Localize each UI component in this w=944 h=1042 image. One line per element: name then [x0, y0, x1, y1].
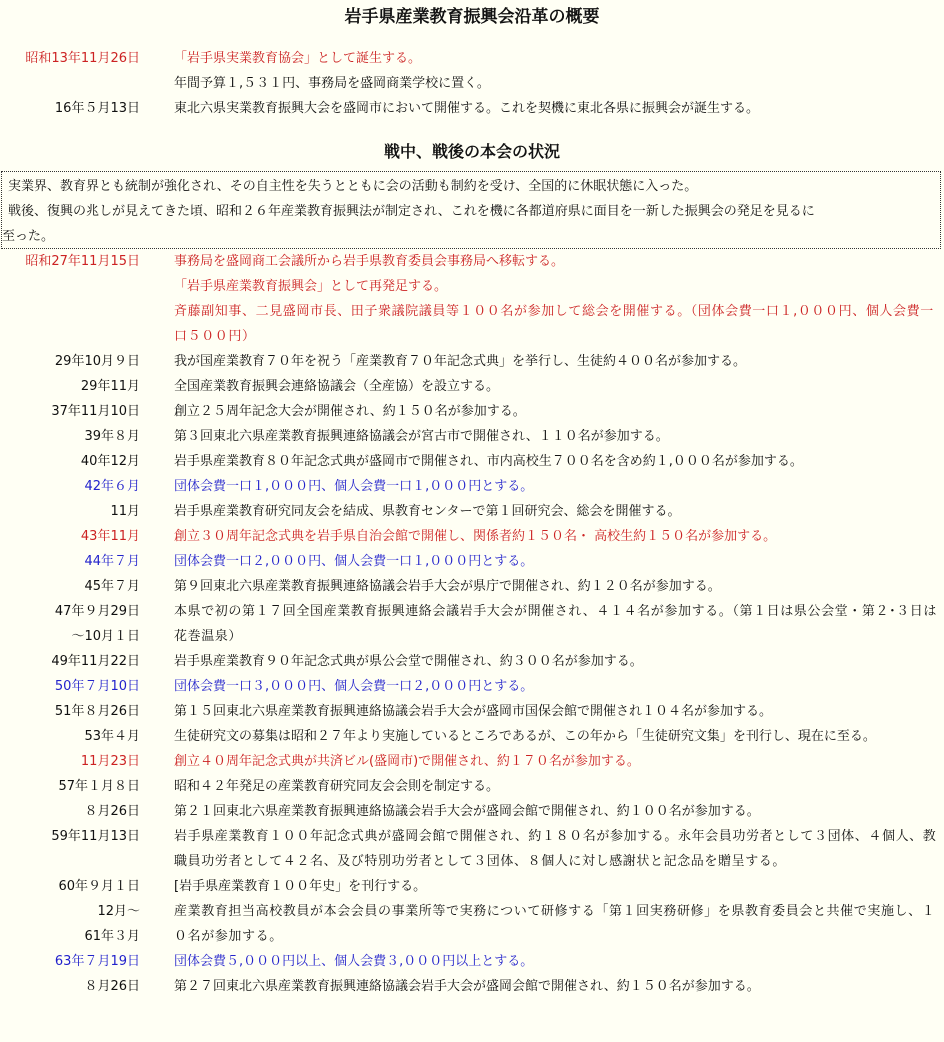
- timeline-entry: [0, 424, 944, 449]
- entry-date: 昭和13年11月26日: [25, 51, 140, 66]
- summary-line: 戦後、復興の兆しが見えてきた頃、昭和２６年産業教育振興法が制定され、これを機に各都道府県に面目を一新した振興会の発足を見るに: [8, 204, 815, 219]
- timeline-entry: [0, 449, 944, 474]
- entry-date: 16年５月13日: [54, 101, 140, 116]
- timeline-entry: [0, 874, 944, 899]
- summary-line: 至った。: [2, 229, 55, 244]
- entry-date: 29年11月: [80, 379, 140, 394]
- entry-date: [0, 274, 140, 299]
- timeline-entry: [0, 96, 944, 121]
- postwar-summary-box: [1, 171, 941, 249]
- timeline-entry: [0, 349, 944, 374]
- entry-date: 49年11月22日: [51, 654, 140, 669]
- page-title: 岩手県産業教育振興会沿革の概要: [344, 7, 600, 27]
- entry-text: 産業教育担当高校教員が本会会員の事業所等で実務について研修する「第１回実務研修」を県教育委員会と共催で実施し、１０名が参加する。: [174, 904, 936, 944]
- timeline-entry: [0, 774, 944, 799]
- entry-text: 団体会費５,０００円以上、個人会費３,０００円以上とする。: [174, 954, 534, 969]
- entry-date: 51年８月26日: [54, 704, 140, 719]
- entry-text: 第２１回東北六県産業教育振興連絡協議会岩手大会が盛岡会館で開催され、約１００名が参加する。: [174, 804, 760, 819]
- timeline-entry: [0, 674, 944, 699]
- entry-text: 創立４０周年記念式典が共済ビル(盛岡市)で開催され、約１７０名が参加する。: [174, 754, 640, 769]
- timeline-entry: [0, 549, 944, 574]
- entry-date: 37年11月10日: [51, 404, 140, 419]
- entry-date: ８月26日: [84, 804, 140, 819]
- entry-text: 我が国産業教育７０年を祝う「産業教育７０年記念式典」を挙行し、生徒約４００名が参加する。: [174, 354, 747, 369]
- entry-date: [0, 71, 140, 96]
- entry-text: 創立３０周年記念式典を岩手県自治会館で開催し、関係者約１５０名・ 高校生約１５０名が参加する。: [174, 529, 777, 544]
- entry-date: 43年11月: [80, 529, 140, 544]
- timeline-entry: [0, 899, 944, 949]
- entry-text: 生徒研究文の募集は昭和２７年より実施しているところであるが、この年から「生徒研究文集」を刊行し、現在に至る。: [174, 729, 876, 744]
- entry-text: 東北六県実業教育振興大会を盛岡市において開催する。これを契機に東北各県に振興会が誕生する。: [174, 101, 760, 116]
- entry-date: 53年４月: [84, 729, 140, 744]
- entry-date: 42年６月: [84, 479, 140, 494]
- entry-date: 50年７月10日: [54, 679, 140, 694]
- entry-date: [0, 299, 140, 349]
- entry-text: [岩手県産業教育１００年史」を刊行する。: [174, 879, 427, 894]
- entry-date: 60年９月１日: [58, 879, 140, 894]
- timeline-entry: [0, 274, 944, 299]
- postwar-timeline: [0, 249, 944, 999]
- timeline-entry: [0, 949, 944, 974]
- entry-text: 第２７回東北六県産業教育振興連絡協議会岩手大会が盛岡会館で開催され、約１５０名が参加する。: [174, 979, 760, 994]
- entry-text: 昭和４２年発足の産業教育研究同友会会則を制定する。: [174, 779, 500, 794]
- timeline-entry: [0, 749, 944, 774]
- timeline-entry: [0, 374, 944, 399]
- entry-text: 第１５回東北六県産業教育振興連絡協議会岩手大会が盛岡市国保会館で開催され１０４名が参加する。: [174, 704, 773, 719]
- timeline-entry: [0, 799, 944, 824]
- entry-text: 岩手県産業教育１００年記念式典が盛岡会館で開催され、約１８０名が参加する。永年会員功労者として３団体、４個人、教職員功労者として４２名、及び特別功労者として３団体、８個人に対し感謝状と記念品を贈呈する。: [174, 829, 937, 869]
- entry-text: 斉藤副知事、二見盛岡市長、田子衆議院議員等１００名が参加して総会を開催する。（団体会費一口１,０００円、個人会費一口５００円）: [174, 304, 934, 344]
- entry-date: 63年７月19日: [54, 954, 140, 969]
- timeline-entry: [0, 249, 944, 274]
- timeline-entry: [0, 299, 944, 349]
- entry-date: 29年10月９日: [54, 354, 140, 369]
- entry-date: 59年11月13日: [51, 829, 140, 844]
- entry-text: 団体会費一口１,０００円、個人会費一口１,０００円とする。: [174, 479, 534, 494]
- entry-text: 年間予算１,５３１円、事務局を盛岡商業学校に置く。: [174, 76, 490, 91]
- timeline-entry: [0, 649, 944, 674]
- entry-text: 団体会費一口３,０００円、個人会費一口２,０００円とする。: [174, 679, 534, 694]
- timeline-entry: [0, 599, 944, 649]
- entry-date: 昭和27年11月15日: [25, 254, 140, 269]
- entry-text: 第３回東北六県産業教育振興連絡協議会が宮古市で開催され、１１０名が参加する。: [174, 429, 669, 444]
- entry-date: 39年８月: [84, 429, 140, 444]
- entry-text: 創立２５周年記念大会が開催され、約１５０名が参加する。: [174, 404, 526, 419]
- entry-date: 47年９月29日 ～10月１日: [54, 604, 140, 644]
- timeline-entry: [0, 46, 944, 71]
- summary-line: 実業界、教育界とも統制が強化され、その自主性を失うとともに会の活動も制約を受け、全国的に休眠状態に入った。: [8, 179, 698, 194]
- timeline-entry: [0, 71, 944, 96]
- entry-text: 事務局を盛岡商工会議所から岩手県教育委員会事務局へ移転する。: [174, 254, 565, 269]
- entry-text: 第９回東北六県産業教育振興連絡協議会岩手大会が県庁で開催され、約１２０名が参加する。: [174, 579, 721, 594]
- timeline-entry: [0, 574, 944, 599]
- entry-date: 12月～ 61年３月: [84, 904, 140, 944]
- entry-date: 11月23日: [80, 754, 140, 769]
- entry-text: 岩手県産業教育８０年記念式典が盛岡市で開催され、市内高校生７００名を含め約１,０００名が参加する。: [174, 454, 803, 469]
- entry-text: 全国産業教育振興会連絡協議会（全産協）を設立する。: [174, 379, 500, 394]
- entry-date: 11月: [110, 504, 140, 519]
- section-title-postwar: 戦中、戦後の本会の状況: [383, 142, 560, 161]
- entry-date: ８月26日: [84, 979, 140, 994]
- timeline-entry: [0, 699, 944, 724]
- timeline-entry: [0, 474, 944, 499]
- entry-date: 57年１月８日: [58, 779, 140, 794]
- entry-date: 40年12月: [80, 454, 140, 469]
- timeline-entry: [0, 974, 944, 999]
- timeline-entry: [0, 724, 944, 749]
- entry-text: 団体会費一口２,０００円、個人会費一口１,０００円とする。: [174, 554, 534, 569]
- entry-text: 「岩手県実業教育協会」として誕生する。: [174, 51, 422, 66]
- timeline-entry: [0, 499, 944, 524]
- timeline-entry: [0, 824, 944, 874]
- timeline-entry: [0, 399, 944, 424]
- prewar-timeline: [0, 46, 944, 121]
- entry-date: 45年７月: [84, 579, 140, 594]
- entry-text: 「岩手県産業教育振興会」として再発足する。: [174, 279, 448, 294]
- entry-text: 岩手県産業教育研究同友会を結成、県教育センターで第１回研究会、総会を開催する。: [174, 504, 681, 519]
- entry-text: 岩手県産業教育９０年記念式典が県公会堂で開催され、約３００名が参加する。: [174, 654, 643, 669]
- timeline-entry: [0, 524, 944, 549]
- entry-date: 44年７月: [84, 554, 140, 569]
- entry-text: 本県で初の第１７回全国産業教育振興連絡会議岩手大会が開催され、４１４名が参加する。（第１日は県公会堂・第２･３日は花巻温泉）: [174, 604, 937, 644]
